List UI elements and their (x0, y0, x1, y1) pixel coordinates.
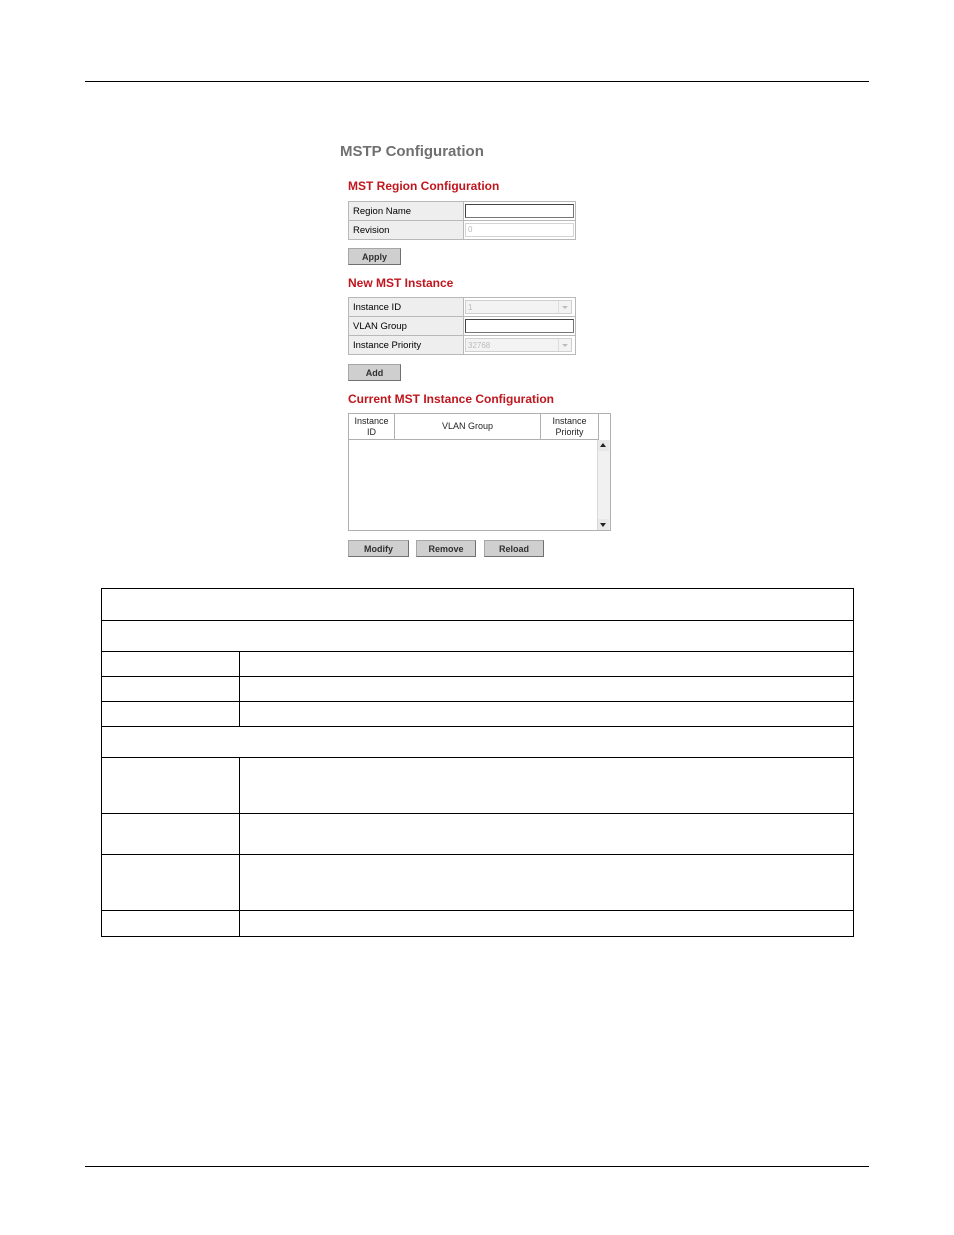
apply-button[interactable]: Apply (348, 248, 401, 265)
table-row (102, 652, 853, 677)
list-scrollbar[interactable] (597, 440, 610, 530)
page-title: MSTP Configuration (340, 143, 484, 160)
table-section-row (102, 621, 853, 652)
header-rule (85, 81, 869, 82)
arrow-down-icon[interactable] (598, 519, 609, 530)
vlan-group-label: VLAN Group (349, 317, 464, 336)
instance-id-value: 1 (468, 303, 473, 312)
table-row (102, 855, 853, 911)
chevron-down-icon (558, 339, 571, 351)
column-header-instance-priority[interactable]: Instance Priority (541, 414, 599, 440)
table-row (102, 677, 853, 702)
new-instance-form (348, 297, 576, 355)
vlan-group-input[interactable] (465, 319, 574, 333)
revision-label: Revision (349, 221, 464, 240)
revision-input[interactable]: 0 (465, 223, 574, 237)
arrow-up-icon[interactable] (598, 440, 609, 451)
new-instance-section-title: New MST Instance (348, 276, 454, 290)
table-row (102, 911, 853, 936)
table-row (102, 814, 853, 855)
modify-button[interactable]: Modify (348, 540, 409, 557)
instance-list[interactable] (348, 413, 611, 531)
table-row (102, 702, 853, 727)
column-header-vlan-group[interactable]: VLAN Group (395, 414, 541, 440)
description-table (101, 588, 854, 937)
region-form (348, 201, 576, 240)
remove-button[interactable]: Remove (416, 540, 476, 557)
reload-button[interactable]: Reload (484, 540, 544, 557)
column-header-instance-id[interactable]: Instance ID (349, 414, 395, 440)
region-name-label: Region Name (349, 202, 464, 221)
instance-priority-value: 32768 (468, 341, 491, 350)
instance-priority-label: Instance Priority (349, 336, 464, 355)
footer-rule (85, 1166, 869, 1167)
table-section-row (102, 727, 853, 758)
instance-priority-select[interactable] (465, 338, 572, 352)
instance-id-label: Instance ID (349, 298, 464, 317)
region-section-title: MST Region Configuration (348, 179, 500, 193)
table-header-row (102, 589, 853, 621)
region-name-input[interactable] (465, 204, 574, 218)
add-button[interactable]: Add (348, 364, 401, 381)
current-instance-section-title: Current MST Instance Configuration (348, 392, 555, 406)
table-row (102, 758, 853, 814)
chevron-down-icon (558, 301, 571, 313)
instance-id-select[interactable] (465, 300, 572, 314)
